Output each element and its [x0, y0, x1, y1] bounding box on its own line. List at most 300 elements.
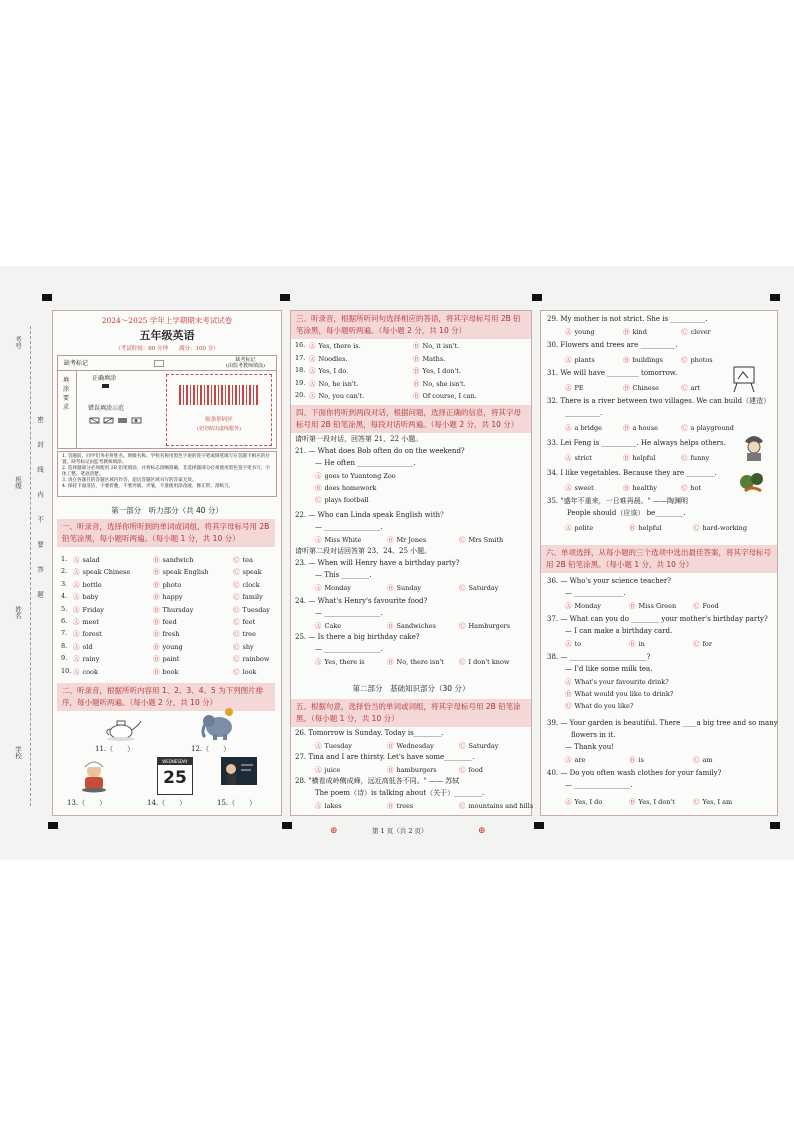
option[interactable]: [565, 423, 602, 432]
option[interactable]: [309, 391, 364, 400]
option-text: goes to Yuantong Zoo: [324, 472, 396, 480]
option-letter: Ⓒ: [233, 593, 240, 602]
crosshair-icon: ⊕: [478, 826, 486, 836]
option-text: Of course, I can.: [422, 392, 477, 401]
option[interactable]: [413, 341, 459, 350]
option[interactable]: [153, 592, 183, 601]
option-letter: Ⓒ: [233, 618, 240, 626]
option[interactable]: [387, 741, 434, 750]
section1-header: 一、听录音，选择你所听到的单词或词组，将其字母标号用 2B 铅笔涂黑，每小题听两遍。（每小题 1 分，共 10 分）: [57, 519, 275, 547]
option-text: Tuesday: [324, 742, 352, 750]
option-letter: Ⓐ: [565, 356, 572, 364]
teapot-picture: [103, 715, 143, 741]
option-text: art: [690, 384, 701, 392]
q21-blank: — He often ________________.: [315, 459, 416, 467]
option-text: speak Chinese: [82, 568, 131, 577]
option[interactable]: [73, 667, 98, 676]
answer-sheet-photo: [0, 266, 794, 860]
q36: 36. — Who's your science teacher?: [547, 577, 671, 585]
q38: 38. — ______________________?: [547, 653, 651, 661]
option[interactable]: [565, 797, 602, 806]
option-text: mountains and hills: [468, 802, 534, 810]
barcode-note: (切勿贴出虚线框外): [197, 426, 241, 432]
option-text: funny: [690, 454, 710, 462]
q34: 34. I like vegetables. Because they are ________.: [547, 469, 717, 477]
option[interactable]: [681, 327, 711, 336]
option[interactable]: [623, 423, 658, 432]
option[interactable]: [73, 617, 99, 626]
option-letter: Ⓐ: [315, 536, 322, 544]
registration-mark: [770, 294, 780, 301]
correct-fill-sample: [102, 384, 109, 388]
q39-line3: — Thank you!: [565, 743, 615, 751]
option[interactable]: [153, 580, 181, 589]
option-letter: Ⓑ: [623, 484, 630, 492]
option[interactable]: [309, 366, 348, 375]
option-letter: Ⓑ: [153, 618, 160, 626]
option[interactable]: [233, 617, 255, 626]
option-text: paint: [162, 655, 180, 664]
option[interactable]: [315, 583, 351, 592]
option-text: plays football: [324, 496, 369, 504]
option-letter: Ⓒ: [693, 798, 700, 806]
option-text: kind: [632, 328, 647, 336]
option-text: in: [638, 640, 645, 648]
option[interactable]: [153, 629, 179, 638]
option-text: hamburgers: [396, 766, 437, 774]
option[interactable]: [387, 765, 437, 774]
option-letter: Ⓐ: [315, 658, 322, 666]
option[interactable]: [693, 601, 719, 610]
option-text: PE: [574, 384, 584, 392]
option[interactable]: [73, 642, 93, 651]
q37-line: — I can make a birthday card.: [565, 627, 673, 635]
option-letter: Ⓒ: [233, 605, 240, 614]
q33: 33. Lei Feng is __________. He always helps others.: [547, 439, 726, 447]
option-letter: Ⓒ: [681, 328, 688, 336]
option-text: is: [638, 756, 644, 764]
option[interactable]: [153, 617, 177, 626]
option-letter: Ⓒ: [459, 802, 466, 810]
option[interactable]: [315, 765, 340, 774]
option-letter: Ⓒ: [681, 356, 688, 364]
option-letter: Ⓐ: [565, 678, 572, 686]
instruction-line: 4. 保持卡面清洁，不要折叠，不要弄破、弄皱，不准使用涂改液、修正带、刮纸刀。: [62, 484, 234, 489]
option[interactable]: [459, 657, 509, 666]
option-text: Friday: [82, 605, 104, 614]
option-letter: Ⓒ: [681, 384, 688, 392]
option-text: food: [468, 766, 483, 774]
option[interactable]: [387, 657, 444, 666]
dialogue1-intro: 请听第一段对话，回答第 21、22 小题。: [295, 435, 423, 443]
q22: 22. — Who can Linda speak English with？: [295, 511, 448, 519]
option-text: speak: [242, 568, 262, 577]
option-letter: Ⓑ: [153, 630, 160, 639]
q28: 28. "横看成岭侧成峰，远近高低各不同。" —— 苏轼: [295, 777, 460, 785]
option-letter: Ⓐ: [565, 640, 572, 648]
option-letter: Ⓒ: [233, 556, 240, 564]
option[interactable]: [309, 379, 358, 388]
label-kaohao: 考号: [14, 336, 22, 349]
question-number: 10.: [61, 666, 72, 675]
question-number: 2.: [61, 567, 68, 576]
q31: 31. We will have _________ tomorrow.: [547, 369, 678, 377]
registration-mark: [532, 294, 542, 301]
option[interactable]: [73, 592, 98, 601]
option-letter: Ⓐ: [565, 384, 572, 392]
option[interactable]: [153, 667, 178, 676]
option[interactable]: [153, 654, 179, 663]
option[interactable]: [681, 423, 734, 432]
option[interactable]: [693, 797, 732, 806]
option-letter: Ⓐ: [315, 766, 322, 774]
option[interactable]: [623, 483, 657, 492]
q39: 39. — Your garden is beautiful. There ____a big tree and so many: [547, 719, 778, 727]
option-text: Yes, I do: [574, 798, 603, 806]
option-letter: Ⓐ: [309, 367, 316, 376]
option-text: Sunday: [396, 584, 422, 592]
option-text: rainbow: [242, 655, 270, 664]
option-letter: Ⓒ: [681, 454, 688, 462]
option[interactable]: [459, 765, 483, 774]
option-text: tree: [242, 630, 256, 639]
option[interactable]: [233, 580, 260, 589]
option[interactable]: [315, 483, 376, 492]
page-footer: 第 1 页（共 2 页）: [372, 827, 428, 835]
option-text: a playground: [690, 424, 734, 432]
option-text: No, he isn't.: [318, 379, 359, 388]
option[interactable]: [233, 654, 269, 663]
option-letter: Ⓑ: [387, 766, 394, 774]
option-letter: Ⓒ: [233, 667, 240, 676]
option-letter: Ⓒ: [459, 622, 466, 630]
registration-mark: [282, 822, 292, 829]
option-letter: Ⓐ: [565, 798, 572, 806]
option-text: bottle: [82, 580, 102, 589]
option[interactable]: [565, 523, 593, 532]
option-letter: Ⓑ: [623, 424, 630, 432]
option-letter: Ⓐ: [309, 354, 316, 363]
option[interactable]: [623, 327, 647, 336]
section5-header: 五、根据句意，选择恰当的单词或词组，将其字母标号用 2B 铅笔涂黑。（每小题 1 分，共 10 分）: [291, 699, 531, 727]
option[interactable]: [565, 601, 601, 610]
option-text: forest: [82, 630, 102, 639]
option-text: Yes, I do.: [318, 367, 349, 376]
option-letter: Ⓐ: [73, 593, 80, 602]
q15-label: 15.（ ）: [217, 799, 257, 807]
option[interactable]: [387, 535, 426, 544]
option[interactable]: [565, 453, 592, 462]
option[interactable]: [681, 453, 709, 462]
option-letter: Ⓑ: [153, 605, 160, 614]
option-letter: Ⓑ: [387, 802, 394, 810]
option-letter: Ⓑ: [629, 756, 636, 764]
option[interactable]: [315, 657, 365, 666]
option-text: polite: [574, 524, 594, 532]
option-text: Mrs Smith: [468, 536, 504, 544]
option-text: buildings: [632, 356, 663, 364]
q23: 23. — When will Henry have a birthday party?: [295, 559, 460, 567]
question-number: 8.: [61, 641, 68, 650]
option[interactable]: [315, 801, 342, 810]
option-letter: Ⓒ: [459, 742, 466, 750]
option-text: fresh: [162, 630, 180, 639]
q39-line2: flowers in it.: [571, 731, 616, 739]
option[interactable]: [459, 741, 498, 750]
option-text: Maths.: [422, 354, 446, 363]
option[interactable]: [413, 391, 477, 400]
elephant-picture: [199, 707, 239, 743]
option-text: plants: [574, 356, 595, 364]
column-right: [540, 310, 778, 816]
option-letter: Ⓐ: [73, 655, 80, 664]
option-letter: Ⓑ: [413, 354, 420, 363]
option[interactable]: [459, 801, 533, 810]
option-letter: Ⓐ: [73, 568, 80, 577]
option[interactable]: [629, 797, 675, 806]
absent-box[interactable]: [154, 360, 164, 367]
option[interactable]: [681, 483, 701, 492]
column-left: [52, 310, 282, 816]
option[interactable]: [387, 801, 413, 810]
option-text: look: [242, 667, 257, 676]
label-xingming: 姓名: [14, 606, 22, 619]
option[interactable]: [413, 366, 461, 375]
calendar-month: WEDNESDAY: [158, 758, 192, 765]
option-text: Thursday: [162, 605, 194, 614]
option-letter: Ⓑ: [413, 342, 420, 350]
option[interactable]: [233, 567, 262, 576]
section4-header: 四、下面你将听到两段对话，根据问题，选择正确的信息，将其字母标号用 2B 铅笔涂黑，每段对话听两遍。（每小题 2 分，共 10 分）: [291, 405, 531, 433]
option-text: Tuesday: [242, 605, 270, 614]
question-number: 7.: [61, 629, 68, 638]
option[interactable]: [233, 667, 256, 676]
registration-mark: [280, 294, 290, 301]
option-text: Yes, there is.: [318, 342, 361, 350]
option-text: No, it isn't.: [422, 342, 460, 350]
q29: 29. My mother is not strict. She is __________.: [547, 315, 708, 323]
q23-blank: — This ________.: [315, 571, 372, 579]
option-text: Miss Green: [638, 602, 677, 610]
option[interactable]: [459, 583, 498, 592]
barcode-area: [166, 374, 272, 446]
calendar-day: 25: [163, 768, 187, 788]
seal-line-text: 密 封 线 内 不 要 答 题: [36, 416, 44, 604]
option-text: clock: [242, 580, 260, 589]
option-letter: Ⓑ: [387, 658, 394, 666]
option[interactable]: [459, 535, 503, 544]
option-text: sweet: [574, 484, 594, 492]
registration-mark: [48, 822, 58, 829]
question-number: 20.: [295, 391, 306, 400]
question-number: 16.: [295, 341, 306, 349]
option[interactable]: [315, 535, 361, 544]
option-text: trees: [396, 802, 414, 810]
option[interactable]: [315, 471, 396, 480]
option-text: What do you like?: [574, 702, 634, 710]
option-letter: Ⓒ: [315, 496, 322, 504]
option-text: hard-working: [702, 524, 747, 532]
registration-mark: [770, 822, 780, 829]
option[interactable]: [73, 654, 99, 663]
option-letter: Ⓒ: [233, 568, 240, 577]
vegetables-picture: [737, 467, 767, 495]
option[interactable]: [73, 629, 102, 638]
option[interactable]: [233, 592, 263, 601]
option-text: shy: [242, 642, 254, 651]
option-letter: Ⓒ: [459, 536, 466, 544]
option[interactable]: [233, 642, 254, 651]
option-letter: Ⓑ: [629, 602, 636, 610]
option[interactable]: [413, 379, 466, 388]
option[interactable]: [387, 621, 436, 630]
option[interactable]: [153, 605, 193, 614]
registration-mark: [534, 822, 544, 829]
option-letter: Ⓑ: [153, 580, 160, 589]
option-letter: Ⓒ: [233, 642, 240, 651]
option[interactable]: [565, 327, 595, 336]
option[interactable]: [309, 341, 361, 350]
option[interactable]: [315, 621, 341, 630]
option-letter: Ⓐ: [73, 667, 80, 676]
option-text: a house: [632, 424, 658, 432]
option-letter: Ⓑ: [623, 356, 630, 364]
option[interactable]: [315, 495, 369, 504]
option[interactable]: [629, 601, 676, 610]
option[interactable]: [73, 605, 104, 614]
option[interactable]: [693, 523, 747, 532]
option[interactable]: [623, 383, 659, 392]
option[interactable]: [623, 453, 655, 462]
option[interactable]: [153, 642, 183, 651]
option[interactable]: [629, 639, 645, 648]
dialogue2-intro: 请听第二段对话回答第 23、24、25 小题。: [295, 547, 432, 555]
section6-header: 六、单项选择，从每小题的三个选项中选出最佳答案，将其字母标号用 2B 铅笔涂黑。（每小题 1 分，共 10 分）: [541, 545, 777, 573]
option-letter: Ⓑ: [387, 622, 394, 630]
option[interactable]: [153, 555, 194, 564]
option[interactable]: [565, 383, 584, 392]
option[interactable]: [309, 354, 348, 363]
option-letter: Ⓐ: [315, 802, 322, 810]
option-letter: Ⓑ: [153, 556, 160, 564]
option-letter: Ⓒ: [693, 602, 700, 610]
option-text: What would you like to drink?: [574, 690, 674, 698]
option-letter: Ⓒ: [681, 484, 688, 492]
option-text: cook: [82, 667, 98, 676]
option-letter: Ⓐ: [309, 342, 316, 350]
option[interactable]: [459, 621, 510, 630]
option-text: Monday: [324, 584, 351, 592]
option-text: No, she isn't.: [422, 379, 466, 388]
instructions-list: [58, 452, 276, 492]
option[interactable]: [565, 355, 595, 364]
option-letter: Ⓑ: [413, 367, 420, 376]
option[interactable]: [153, 567, 209, 576]
option-text: Mr Jones: [396, 536, 427, 544]
option-text: lakes: [324, 802, 342, 810]
q24-blank: — ________________.: [315, 609, 383, 617]
option[interactable]: [693, 639, 712, 648]
option-text: does homework: [324, 484, 377, 492]
question-number: 1.: [61, 555, 68, 563]
option[interactable]: [565, 689, 673, 698]
option[interactable]: [693, 755, 713, 764]
barcode-graphic: [179, 385, 259, 405]
option[interactable]: [623, 355, 663, 364]
option[interactable]: [73, 567, 130, 576]
option[interactable]: [565, 701, 633, 710]
option-letter: Ⓐ: [315, 742, 322, 750]
option[interactable]: [629, 523, 661, 532]
option-text: Hamburgers: [468, 622, 511, 630]
q37: 37. — What can you do ________ your mother's birthday party?: [547, 615, 768, 623]
option[interactable]: [73, 580, 102, 589]
option-text: juice: [324, 766, 341, 774]
option-text: Yes, I don't.: [422, 367, 461, 376]
option-letter: Ⓐ: [565, 424, 572, 432]
option-text: for: [702, 640, 712, 648]
option[interactable]: [629, 755, 644, 764]
option-text: feed: [162, 618, 177, 626]
option[interactable]: [565, 755, 585, 764]
option-letter: Ⓒ: [459, 766, 466, 774]
option-text: Noodles.: [318, 354, 348, 363]
option-letter: Ⓑ: [413, 392, 420, 401]
q13-label: 13.（ ）: [67, 799, 107, 807]
option-letter: Ⓐ: [315, 584, 322, 592]
blackboard-picture: [221, 757, 257, 785]
option[interactable]: [73, 555, 100, 564]
instruction-line: 1. 答题前，同学们务必将姓名、班级名称、学校名称用黑色字迹的签字笔或钢笔填写在答题卡相应的位置，缺考标记由监考教师填涂。: [62, 454, 270, 465]
option[interactable]: [413, 354, 445, 363]
option-text: old: [82, 642, 93, 651]
option[interactable]: [681, 383, 700, 392]
option[interactable]: [681, 355, 713, 364]
option[interactable]: [233, 629, 256, 638]
option-letter: Ⓐ: [565, 756, 572, 764]
admin-area: [57, 355, 277, 449]
wrong-fill-label: 错误填涂示范: [88, 405, 125, 412]
option-text: are: [574, 756, 586, 764]
option-text: I don't know: [468, 658, 510, 666]
option-text: tea: [242, 556, 253, 564]
cooking-picture: [77, 759, 111, 793]
q27: 27. Tina and I are thirsty. Let's have some________.: [295, 753, 475, 761]
option-letter: Ⓑ: [629, 640, 636, 648]
option-text: family: [242, 593, 263, 602]
q22-blank: — ________________.: [315, 523, 383, 531]
q38-line: — I'd like some milk tea.: [565, 665, 653, 673]
absent-label: 缺考标记: [64, 360, 89, 367]
option-letter: Ⓐ: [309, 392, 316, 401]
option[interactable]: [565, 677, 669, 686]
option-text: Yes, I don't: [638, 798, 675, 806]
option[interactable]: [565, 483, 594, 492]
option-letter: Ⓑ: [153, 642, 160, 651]
option[interactable]: [233, 605, 270, 614]
label-banji: 班级: [14, 476, 22, 489]
option-letter: Ⓑ: [387, 742, 394, 750]
option[interactable]: [565, 639, 581, 648]
option[interactable]: [315, 741, 352, 750]
correct-fill-label: 正确填涂: [92, 375, 117, 382]
option[interactable]: [233, 555, 253, 564]
option[interactable]: [387, 583, 421, 592]
question-number: 9.: [61, 654, 68, 663]
option-letter: Ⓑ: [387, 584, 394, 592]
question-number: 19.: [295, 378, 306, 387]
section3-header: 三、听录音，根据所听问句选择相应的答语，将其字母标号用 2B 铅笔涂黑，每小题听两遍。（每小题 2 分，共 10 分）: [291, 311, 531, 339]
